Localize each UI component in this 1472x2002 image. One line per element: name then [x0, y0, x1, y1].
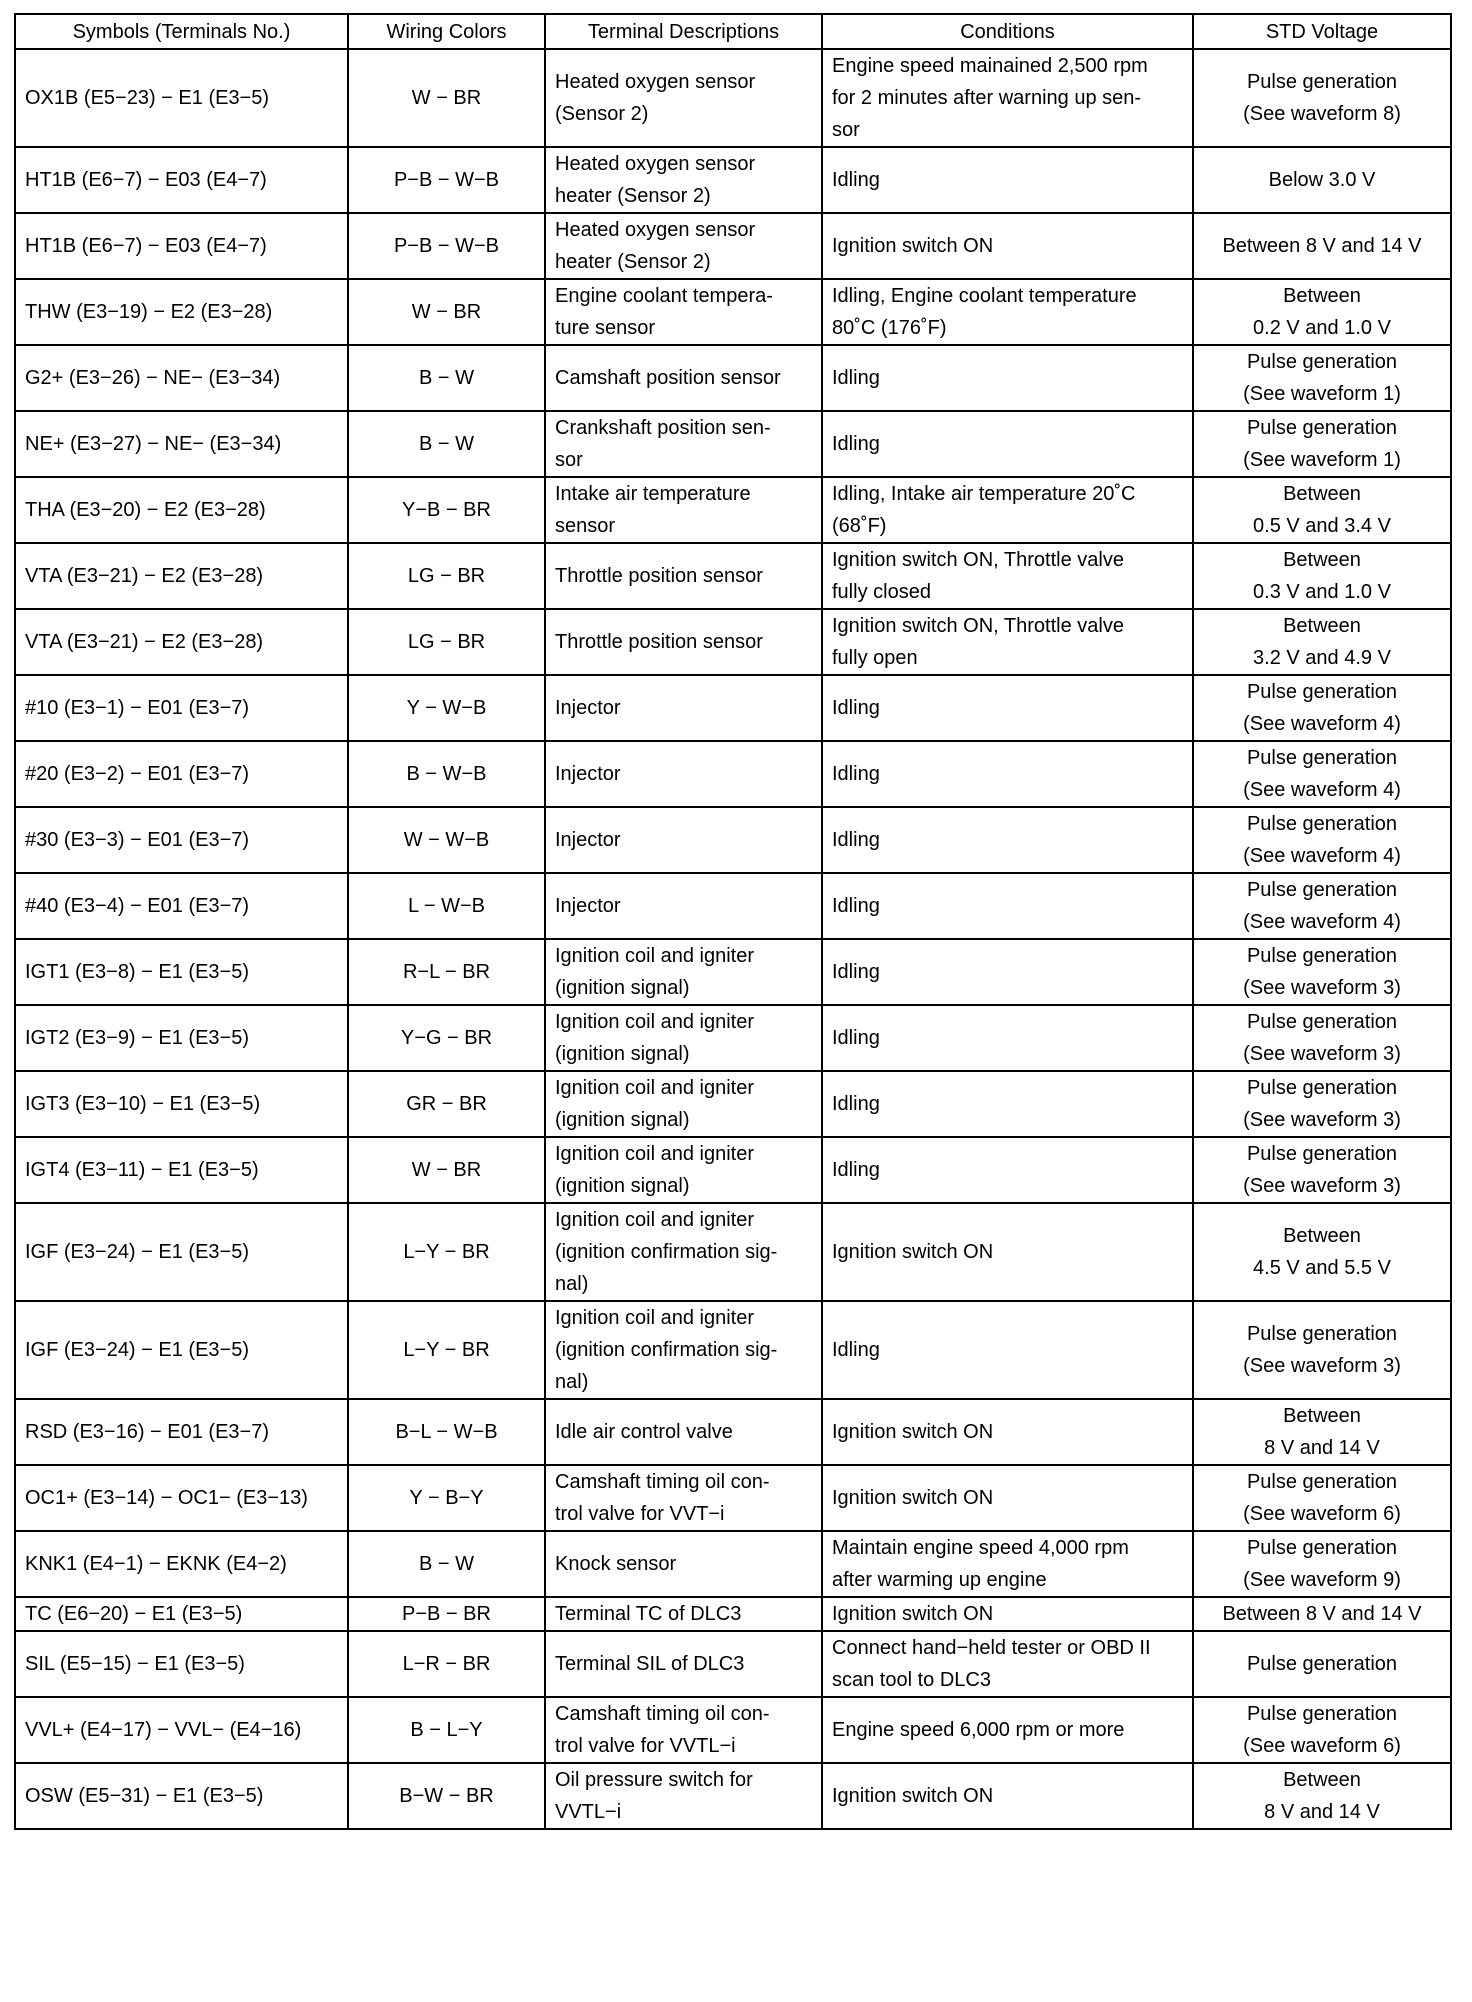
row-wiring-colors-text: P−B − W−B: [393, 169, 500, 191]
row-condition-text: Idling: [832, 1027, 880, 1049]
table-row: [15, 1137, 1451, 1203]
row-terminal-description-text: Knock sensor: [555, 1553, 677, 1575]
row-terminal-description: [545, 939, 822, 1005]
row-condition: [822, 1005, 1193, 1071]
row-symbol: [15, 741, 348, 807]
row-terminal-description: [545, 279, 822, 345]
row-std-voltage-text: Pulse generation (See waveform 6): [1243, 1703, 1401, 1757]
row-symbol-text: HT1B (E6−7) − E03 (E4−7): [25, 169, 267, 191]
row-symbol-text: SIL (E5−15) − E1 (E3−5): [25, 1653, 245, 1675]
row-condition-text: Idling: [832, 895, 880, 917]
row-symbol: [15, 213, 348, 279]
row-std-voltage-text: Pulse generation (See waveform 8): [1243, 71, 1401, 125]
row-std-voltage-text: Between 8 V and 14 V: [1222, 1603, 1422, 1625]
row-symbol-text: VVL+ (E4−17) − VVL− (E4−16): [25, 1719, 302, 1741]
table-header-row: [15, 14, 1451, 49]
row-condition: [822, 213, 1193, 279]
row-condition: [822, 609, 1193, 675]
row-std-voltage: [1193, 873, 1451, 939]
row-wiring-colors: [348, 1763, 545, 1829]
row-std-voltage: [1193, 1763, 1451, 1829]
header-conditions: Conditions: [822, 14, 1193, 49]
row-condition-text: Connect hand−held tester or OBD II scan tool to DLC3: [832, 1637, 1151, 1691]
row-std-voltage-text: Pulse generation (See waveform 1): [1243, 417, 1401, 471]
row-symbol: [15, 609, 348, 675]
row-std-voltage-text: Pulse generation (See waveform 3): [1243, 1011, 1401, 1065]
row-wiring-colors-text: W − W−B: [403, 829, 490, 851]
row-std-voltage-text: Pulse generation: [1246, 1653, 1398, 1675]
row-condition-text: Idling: [832, 367, 880, 389]
row-symbol: [15, 147, 348, 213]
row-std-voltage-text: Pulse generation (See waveform 4): [1243, 747, 1401, 801]
row-terminal-description: [545, 345, 822, 411]
row-symbol: [15, 807, 348, 873]
row-terminal-description-text: Ignition coil and igniter (ignition confirmation sig- nal): [555, 1209, 778, 1295]
row-symbol-text: THW (E3−19) − E2 (E3−28): [25, 301, 273, 323]
row-wiring-colors: [348, 1631, 545, 1697]
row-std-voltage: [1193, 1005, 1451, 1071]
row-symbol: [15, 1071, 348, 1137]
row-std-voltage: [1193, 279, 1451, 345]
table-row: [15, 1005, 1451, 1071]
row-condition-text: Idling: [832, 169, 880, 191]
row-symbol-text: #20 (E3−2) − E01 (E3−7): [25, 763, 250, 785]
row-wiring-colors: [348, 345, 545, 411]
row-wiring-colors-text: GR − BR: [406, 1093, 487, 1115]
row-wiring-colors: [348, 1531, 545, 1597]
row-symbol: [15, 345, 348, 411]
row-condition: [822, 1597, 1193, 1631]
row-wiring-colors-text: Y−G − BR: [400, 1027, 493, 1049]
row-terminal-description: [545, 49, 822, 147]
row-symbol-text: IGF (E3−24) − E1 (E3−5): [25, 1241, 249, 1263]
row-std-voltage-text: Between 8 V and 14 V: [1222, 235, 1422, 257]
table-row: [15, 1597, 1451, 1631]
row-terminal-description-text: Throttle position sensor: [555, 631, 763, 653]
row-terminal-description-text: Injector: [555, 829, 621, 851]
row-condition: [822, 939, 1193, 1005]
row-symbol: [15, 279, 348, 345]
row-std-voltage-text: Between 8 V and 14 V: [1264, 1405, 1380, 1459]
row-symbol-text: OX1B (E5−23) − E1 (E3−5): [25, 87, 270, 109]
row-symbol: [15, 411, 348, 477]
row-symbol-text: IGT3 (E3−10) − E1 (E3−5): [25, 1093, 261, 1115]
row-condition-text: Idling: [832, 1093, 880, 1115]
row-symbol: [15, 1597, 348, 1631]
table-row: [15, 477, 1451, 543]
row-wiring-colors: [348, 1071, 545, 1137]
row-std-voltage-text: Pulse generation (See waveform 3): [1243, 1143, 1401, 1197]
row-wiring-colors-text: L − W−B: [407, 895, 486, 917]
row-wiring-colors-text: Y−B − BR: [402, 499, 491, 521]
row-symbol: [15, 1697, 348, 1763]
row-condition: [822, 675, 1193, 741]
row-wiring-colors: [348, 1697, 545, 1763]
row-terminal-description: [545, 1301, 822, 1399]
row-condition: [822, 1465, 1193, 1531]
row-symbol-text: OSW (E5−31) − E1 (E3−5): [25, 1785, 264, 1807]
row-symbol-text: IGT4 (E3−11) − E1 (E3−5): [25, 1159, 259, 1181]
row-std-voltage-text: Pulse generation (See waveform 4): [1243, 813, 1401, 867]
row-condition: [822, 807, 1193, 873]
row-condition-text: Idling: [832, 433, 880, 455]
row-symbol-text: OC1+ (E3−14) − OC1− (E3−13): [25, 1487, 308, 1509]
row-condition-text: Ignition switch ON, Throttle valve fully open: [832, 615, 1124, 669]
row-condition: [822, 279, 1193, 345]
row-std-voltage: [1193, 411, 1451, 477]
row-std-voltage: [1193, 49, 1451, 147]
row-std-voltage-text: Pulse generation (See waveform 3): [1243, 1077, 1401, 1131]
row-symbol: [15, 1465, 348, 1531]
row-wiring-colors-text: B − W: [418, 433, 474, 455]
row-symbol: [15, 873, 348, 939]
table-row: [15, 1071, 1451, 1137]
row-wiring-colors: [348, 1465, 545, 1531]
row-condition: [822, 741, 1193, 807]
row-condition: [822, 543, 1193, 609]
row-condition: [822, 1531, 1193, 1597]
row-symbol-text: NE+ (E3−27) − NE− (E3−34): [25, 433, 282, 455]
row-symbol: [15, 477, 348, 543]
row-wiring-colors: [348, 939, 545, 1005]
row-terminal-description-text: Throttle position sensor: [555, 565, 763, 587]
row-wiring-colors: [348, 147, 545, 213]
row-wiring-colors: [348, 213, 545, 279]
row-condition: [822, 1399, 1193, 1465]
row-terminal-description-text: Terminal SIL of DLC3: [555, 1653, 745, 1675]
row-wiring-colors: [348, 1597, 545, 1631]
row-terminal-description-text: Ignition coil and igniter (ignition confirmation sig- nal): [555, 1307, 778, 1393]
table-row: [15, 213, 1451, 279]
header-wiring-colors: Wiring Colors: [348, 14, 545, 49]
row-condition-text: Idling: [832, 961, 880, 983]
row-std-voltage-text: Between 0.2 V and 1.0 V: [1253, 285, 1391, 339]
row-symbol: [15, 49, 348, 147]
row-terminal-description-text: Camshaft timing oil con- trol valve for VVTL−i: [555, 1703, 770, 1757]
row-std-voltage-text: Pulse generation (See waveform 9): [1243, 1537, 1401, 1591]
terminal-voltage-table: [14, 13, 1452, 1830]
row-condition: [822, 1203, 1193, 1301]
row-wiring-colors-text: B − L−Y: [410, 1719, 483, 1741]
row-terminal-description-text: Ignition coil and igniter (ignition signal): [555, 1077, 755, 1131]
table-row: [15, 1531, 1451, 1597]
row-std-voltage-text: Pulse generation (See waveform 4): [1243, 681, 1401, 735]
row-std-voltage-text: Between 0.3 V and 1.0 V: [1253, 549, 1391, 603]
row-wiring-colors: [348, 873, 545, 939]
row-wiring-colors: [348, 49, 545, 147]
row-wiring-colors-text: Y − B−Y: [409, 1487, 484, 1509]
table-row: [15, 741, 1451, 807]
row-terminal-description-text: Idle air control valve: [555, 1421, 733, 1443]
row-terminal-description-text: Ignition coil and igniter (ignition signal): [555, 945, 755, 999]
header-symbols: Symbols (Terminals No.): [15, 14, 348, 49]
row-wiring-colors-text: LG − BR: [407, 565, 486, 587]
row-wiring-colors: [348, 1399, 545, 1465]
row-std-voltage-text: Below 3.0 V: [1268, 169, 1376, 191]
row-std-voltage: [1193, 147, 1451, 213]
table-row: [15, 543, 1451, 609]
row-condition-text: Ignition switch ON: [832, 1421, 994, 1443]
row-condition: [822, 873, 1193, 939]
row-terminal-description: [545, 1399, 822, 1465]
row-terminal-description-text: Oil pressure switch for VVTL−i: [555, 1769, 753, 1823]
row-std-voltage: [1193, 1071, 1451, 1137]
row-terminal-description: [545, 543, 822, 609]
row-terminal-description: [545, 477, 822, 543]
row-condition-text: Engine speed mainained 2,500 rpm for 2 minutes after warning up sen- sor: [832, 55, 1148, 141]
row-condition: [822, 411, 1193, 477]
row-std-voltage: [1193, 345, 1451, 411]
row-condition: [822, 1631, 1193, 1697]
row-std-voltage: [1193, 543, 1451, 609]
row-condition-text: Idling, Engine coolant temperature 80˚C (176˚F): [832, 285, 1137, 339]
header-terminal-descriptions: Terminal Descriptions: [545, 14, 822, 49]
row-terminal-description: [545, 147, 822, 213]
row-condition-text: Ignition switch ON: [832, 1603, 994, 1625]
row-symbol: [15, 543, 348, 609]
table-row: [15, 1763, 1451, 1829]
row-wiring-colors-text: W − BR: [411, 1159, 482, 1181]
row-wiring-colors: [348, 1301, 545, 1399]
row-wiring-colors: [348, 279, 545, 345]
row-std-voltage: [1193, 1399, 1451, 1465]
row-std-voltage: [1193, 1597, 1451, 1631]
row-wiring-colors-text: P−B − W−B: [393, 235, 500, 257]
row-terminal-description: [545, 1531, 822, 1597]
row-wiring-colors-text: L−R − BR: [402, 1653, 491, 1675]
row-std-voltage: [1193, 1301, 1451, 1399]
row-std-voltage-text: Between 8 V and 14 V: [1264, 1769, 1380, 1823]
row-wiring-colors: [348, 1005, 545, 1071]
row-condition: [822, 1071, 1193, 1137]
row-std-voltage-text: Between 3.2 V and 4.9 V: [1253, 615, 1391, 669]
row-condition-text: Idling, Intake air temperature 20˚C (68˚F): [832, 483, 1136, 537]
row-symbol-text: RSD (E3−16) − E01 (E3−7): [25, 1421, 270, 1443]
row-terminal-description-text: Engine coolant tempera- ture sensor: [555, 285, 773, 339]
row-std-voltage-text: Pulse generation (See waveform 4): [1243, 879, 1401, 933]
table-row: [15, 1465, 1451, 1531]
table-row: [15, 675, 1451, 741]
row-symbol: [15, 1631, 348, 1697]
row-terminal-description: [545, 1071, 822, 1137]
row-std-voltage-text: Between 0.5 V and 3.4 V: [1253, 483, 1391, 537]
row-terminal-description: [545, 1631, 822, 1697]
row-wiring-colors-text: W − BR: [411, 87, 482, 109]
table-row: [15, 1697, 1451, 1763]
row-terminal-description: [545, 411, 822, 477]
row-std-voltage: [1193, 1531, 1451, 1597]
row-condition-text: Ignition switch ON: [832, 1785, 994, 1807]
row-std-voltage-text: Between 4.5 V and 5.5 V: [1253, 1225, 1391, 1279]
row-condition-text: Idling: [832, 1339, 880, 1361]
row-condition-text: Ignition switch ON: [832, 235, 994, 257]
table-row: [15, 1203, 1451, 1301]
row-condition-text: Ignition switch ON: [832, 1241, 994, 1263]
table-body: [15, 49, 1451, 1829]
row-terminal-description-text: Heated oxygen sensor (Sensor 2): [555, 71, 756, 125]
row-symbol: [15, 1137, 348, 1203]
row-terminal-description: [545, 675, 822, 741]
row-wiring-colors: [348, 1137, 545, 1203]
row-terminal-description: [545, 1597, 822, 1631]
row-terminal-description: [545, 873, 822, 939]
table-row: [15, 609, 1451, 675]
row-terminal-description-text: Heated oxygen sensor heater (Sensor 2): [555, 153, 756, 207]
row-std-voltage: [1193, 675, 1451, 741]
row-wiring-colors: [348, 675, 545, 741]
row-symbol: [15, 675, 348, 741]
row-terminal-description-text: Camshaft timing oil con- trol valve for VVT−i: [555, 1471, 770, 1525]
row-symbol-text: G2+ (E3−26) − NE− (E3−34): [25, 367, 281, 389]
row-std-voltage: [1193, 213, 1451, 279]
row-terminal-description: [545, 1697, 822, 1763]
header-std-voltage: STD Voltage: [1193, 14, 1451, 49]
row-terminal-description-text: Ignition coil and igniter (ignition signal): [555, 1011, 755, 1065]
row-wiring-colors: [348, 543, 545, 609]
row-std-voltage-text: Pulse generation (See waveform 3): [1243, 1323, 1401, 1377]
table-row: [15, 873, 1451, 939]
row-condition-text: Idling: [832, 1159, 880, 1181]
row-std-voltage-text: Pulse generation (See waveform 1): [1243, 351, 1401, 405]
table-row: [15, 411, 1451, 477]
row-condition-text: Ignition switch ON: [832, 1487, 994, 1509]
row-terminal-description: [545, 1203, 822, 1301]
row-wiring-colors-text: B−L − W−B: [395, 1421, 498, 1443]
table-row: [15, 147, 1451, 213]
row-terminal-description-text: Injector: [555, 697, 621, 719]
row-std-voltage: [1193, 1137, 1451, 1203]
row-terminal-description-text: Terminal TC of DLC3: [555, 1603, 742, 1625]
row-terminal-description: [545, 213, 822, 279]
row-std-voltage: [1193, 807, 1451, 873]
row-wiring-colors-text: B − W−B: [406, 763, 487, 785]
row-std-voltage: [1193, 609, 1451, 675]
row-condition: [822, 1763, 1193, 1829]
table-row: [15, 1301, 1451, 1399]
row-terminal-description: [545, 741, 822, 807]
row-wiring-colors-text: B−W − BR: [399, 1785, 494, 1807]
table-row: [15, 1631, 1451, 1697]
row-symbol-text: #40 (E3−4) − E01 (E3−7): [25, 895, 250, 917]
row-symbol-text: IGT2 (E3−9) − E1 (E3−5): [25, 1027, 249, 1049]
row-std-voltage: [1193, 1631, 1451, 1697]
row-condition: [822, 1697, 1193, 1763]
row-condition-text: Idling: [832, 763, 880, 785]
row-wiring-colors-text: L−Y − BR: [403, 1339, 490, 1361]
row-wiring-colors-text: W − BR: [411, 301, 482, 323]
row-wiring-colors: [348, 741, 545, 807]
row-wiring-colors-text: LG − BR: [407, 631, 486, 653]
row-symbol-text: THA (E3−20) − E2 (E3−28): [25, 499, 266, 521]
row-wiring-colors: [348, 1203, 545, 1301]
row-symbol-text: #10 (E3−1) − E01 (E3−7): [25, 697, 250, 719]
row-condition: [822, 1301, 1193, 1399]
row-condition-text: Maintain engine speed 4,000 rpm after warming up engine: [832, 1537, 1129, 1591]
table-row: [15, 49, 1451, 147]
row-symbol-text: IGT1 (E3−8) − E1 (E3−5): [25, 961, 249, 983]
row-symbol-text: KNK1 (E4−1) − EKNK (E4−2): [25, 1553, 287, 1575]
table-row: [15, 1399, 1451, 1465]
row-terminal-description: [545, 609, 822, 675]
row-symbol-text: TC (E6−20) − E1 (E3−5): [25, 1603, 243, 1625]
row-condition: [822, 49, 1193, 147]
row-symbol-text: IGF (E3−24) − E1 (E3−5): [25, 1339, 249, 1361]
row-symbol: [15, 1531, 348, 1597]
row-symbol: [15, 1763, 348, 1829]
row-terminal-description-text: Injector: [555, 763, 621, 785]
row-terminal-description-text: Heated oxygen sensor heater (Sensor 2): [555, 219, 756, 273]
row-wiring-colors: [348, 477, 545, 543]
row-terminal-description-text: Injector: [555, 895, 621, 917]
row-std-voltage: [1193, 741, 1451, 807]
row-wiring-colors-text: B − W: [418, 367, 474, 389]
row-std-voltage: [1193, 477, 1451, 543]
row-symbol: [15, 1399, 348, 1465]
row-terminal-description-text: Intake air temperature sensor: [555, 483, 751, 537]
row-std-voltage: [1193, 939, 1451, 1005]
row-std-voltage-text: Pulse generation (See waveform 6): [1243, 1471, 1401, 1525]
row-symbol-text: VTA (E3−21) − E2 (E3−28): [25, 565, 264, 587]
row-std-voltage-text: Pulse generation (See waveform 3): [1243, 945, 1401, 999]
row-condition-text: Idling: [832, 829, 880, 851]
row-wiring-colors: [348, 807, 545, 873]
row-wiring-colors-text: R−L − BR: [402, 961, 491, 983]
row-symbol: [15, 1301, 348, 1399]
row-symbol: [15, 1203, 348, 1301]
table-row: [15, 939, 1451, 1005]
row-symbol-text: VTA (E3−21) − E2 (E3−28): [25, 631, 264, 653]
row-terminal-description-text: Camshaft position sensor: [555, 367, 781, 389]
row-terminal-description: [545, 1005, 822, 1071]
table-row: [15, 345, 1451, 411]
row-condition-text: Engine speed 6,000 rpm or more: [832, 1719, 1125, 1741]
row-wiring-colors: [348, 411, 545, 477]
row-std-voltage: [1193, 1697, 1451, 1763]
row-symbol-text: HT1B (E6−7) − E03 (E4−7): [25, 235, 267, 257]
row-terminal-description: [545, 1465, 822, 1531]
row-condition-text: Ignition switch ON, Throttle valve fully closed: [832, 549, 1124, 603]
row-wiring-colors-text: B − W: [418, 1553, 474, 1575]
row-wiring-colors-text: Y − W−B: [406, 697, 487, 719]
row-terminal-description: [545, 1137, 822, 1203]
row-wiring-colors: [348, 609, 545, 675]
row-condition: [822, 345, 1193, 411]
row-symbol: [15, 939, 348, 1005]
row-terminal-description: [545, 807, 822, 873]
row-terminal-description-text: Ignition coil and igniter (ignition signal): [555, 1143, 755, 1197]
row-terminal-description: [545, 1763, 822, 1829]
row-wiring-colors-text: P−B − BR: [402, 1603, 491, 1625]
row-std-voltage: [1193, 1203, 1451, 1301]
row-condition-text: Idling: [832, 697, 880, 719]
table-row: [15, 279, 1451, 345]
row-condition: [822, 477, 1193, 543]
row-wiring-colors-text: L−Y − BR: [403, 1241, 490, 1263]
row-symbol-text: #30 (E3−3) − E01 (E3−7): [25, 829, 250, 851]
row-condition: [822, 1137, 1193, 1203]
row-std-voltage: [1193, 1465, 1451, 1531]
table-row: [15, 807, 1451, 873]
row-symbol: [15, 1005, 348, 1071]
row-terminal-description-text: Crankshaft position sen- sor: [555, 417, 771, 471]
row-condition: [822, 147, 1193, 213]
